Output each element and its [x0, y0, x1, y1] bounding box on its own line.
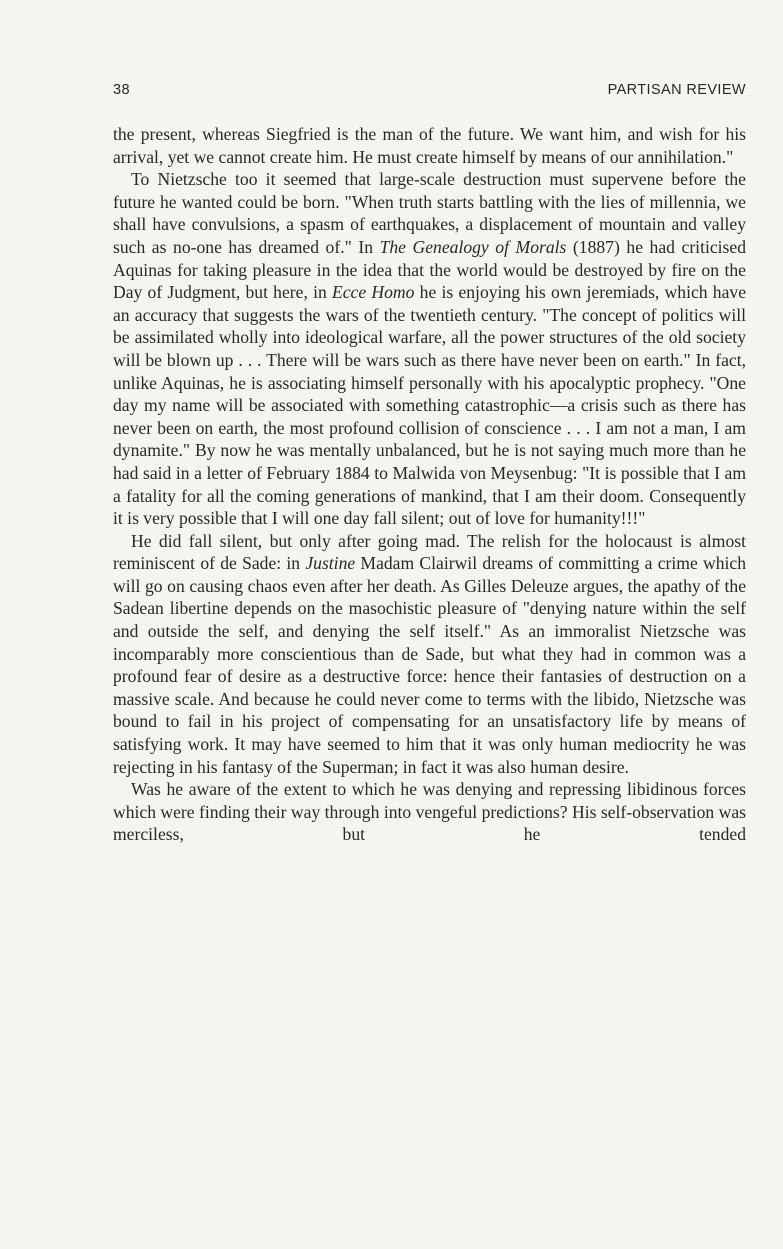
paragraph-1: the present, whereas Siegfried is the man of the future. We want him, and wish for his arrival, yet we cannot create him. He must create himself by means of our annihilation." [113, 124, 746, 167]
paragraph-2-text: To Nietzsche too it seemed that large-scale destruction must supervene before the future he wanted could be born. "When truth starts battling with the lies of millennia, we shall have convulsions, a spasm of earthquakes, a displacement of mountain and valley such as no-one has dreamed of." In [113, 169, 746, 257]
book-title-ecce-homo: Ecce Homo [332, 282, 415, 303]
journal-title: PARTISAN REVIEW [607, 82, 746, 98]
paragraph-3-text: Madam Clairwil dreams of committing a crime which will go on causing chaos even after her death. As Gilles Deleuze argues, the apathy of the Sadean libertine depends on the masochistic pleasure of "denying nature within the self and outside the self, and denying the self itself." As an immoralist Nietzsche was incomparably more conscientious than de Sade, but what they had in common was a profound fear of desire as a destructive force: hence their fantasies of destruction on a massive scale. And because he could never come to terms with the libido, Nietzsche was bound to fail in his project of compensating for an unsatisfactory life by means of satisfying work. It may have seemed to him that it was only human mediocrity he was rejecting in his fantasy of the Superman; in fact it was also human desire. [113, 553, 746, 777]
page-number: 38 [113, 82, 130, 98]
paragraph-3-text: He did fall silent, but only after going mad. The relish for the holocaust is almost reminiscent of de Sade: in [113, 530, 746, 574]
paragraph-4: Was he aware of the extent to which he was denying and repressing libidinous forces which were finding their way through into vengeful predictions? His self-observation was merciless, but he tended [113, 779, 746, 845]
paragraph-3 [113, 530, 746, 779]
book-title-genealogy-of-morals: The Genealogy of Morals [379, 236, 567, 257]
running-head [113, 82, 746, 102]
paragraph-2-text: he is enjoying his own jeremiads, which have an accuracy that suggests the wars of the twentieth century. "The concept of politics will be assimilated wholly into ideological warfare, all the power structures of the old society will be blown up . . . There will be wars such as there have never been on earth." In fact, unlike Aquinas, he is associating himself personally with his apocalyptic prophecy. "One day my name will be associated with something catastrophic—a crisis such as there has never been on earth, the most profound collision of conscience . . . I am not a man, I am dynamite." By now he was mentally unbalanced, but he is not saying much more than he had said in a letter of February 1884 to Malwida von Meysenbug: "It is possible that I am a fatality for all the coming generations of mankind, that I am their doom. Consequently it is very possible that I will one day fall silent; out of love for humanity!!!" [113, 282, 746, 529]
body-text [113, 123, 746, 846]
paragraph-2 [113, 168, 746, 530]
book-title-justine: Justine [305, 553, 356, 574]
paragraph-2-text: (1887) he had criticised Aquinas for taking pleasure in the idea that the world would be destroyed by fire on the Day of Judgment, but here, in [113, 236, 746, 303]
